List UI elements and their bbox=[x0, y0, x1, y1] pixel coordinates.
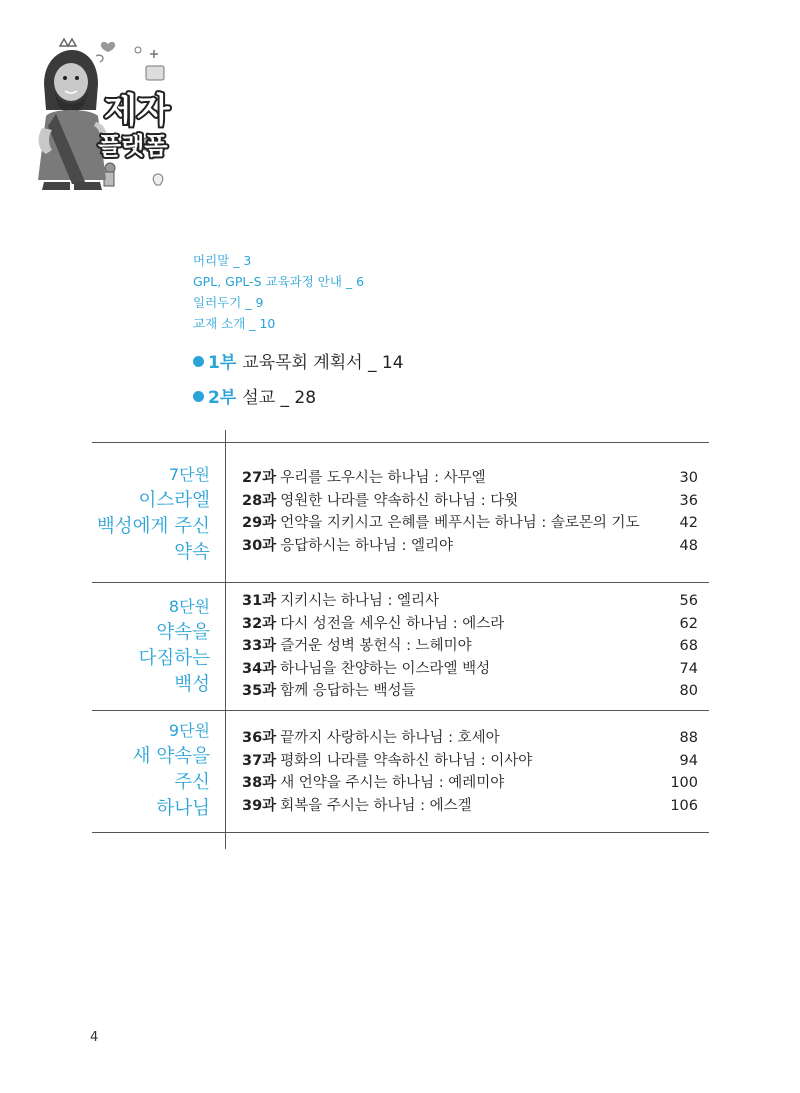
part-number: 2부 bbox=[208, 388, 237, 408]
unit-title bbox=[139, 594, 210, 698]
bullet-dot-icon bbox=[193, 356, 204, 367]
lesson-title: 우리를 도우시는 하나님 : 사무엘 bbox=[280, 470, 486, 486]
logo-text-line1: 제자 bbox=[104, 91, 170, 131]
lesson-item[interactable] bbox=[242, 680, 698, 703]
lesson-page: 42 bbox=[679, 515, 698, 531]
lesson-title: 즐거운 성벽 봉헌식 : 느헤미야 bbox=[280, 638, 472, 654]
lesson-page: 36 bbox=[679, 492, 698, 509]
unit-title-line: 약속 bbox=[174, 542, 210, 563]
lesson-number: 29과 bbox=[242, 515, 277, 531]
brand-logo bbox=[38, 36, 178, 196]
lesson-title: 하나님을 찬양하는 이스라엘 백성 bbox=[280, 660, 491, 677]
table-rule bbox=[92, 582, 709, 583]
lesson-title: 영원한 나라를 약속하신 하나님 : 다윗 bbox=[280, 492, 519, 509]
unit-title-line: 새 약속을 bbox=[132, 746, 210, 767]
lesson-item[interactable] bbox=[242, 490, 698, 513]
lesson-title: 함께 응답하는 백성들 bbox=[280, 683, 416, 699]
lesson-title: 다시 성전을 세우신 하나님 : 에스라 bbox=[280, 615, 505, 632]
lesson-number: 39과 bbox=[242, 797, 277, 814]
part-title: 교육목회 계획서 _ 14 bbox=[242, 353, 404, 373]
lesson-item[interactable] bbox=[242, 467, 698, 490]
page-number: 4 bbox=[90, 1030, 99, 1045]
lesson-number: 38과 bbox=[242, 775, 277, 791]
front-matter-item[interactable]: 머리말 _ 3 bbox=[193, 253, 252, 268]
front-matter-item[interactable]: 일러두기 _ 9 bbox=[193, 295, 264, 310]
lesson-page: 68 bbox=[679, 638, 698, 654]
table-rule bbox=[92, 442, 709, 443]
lesson-number: 28과 bbox=[242, 492, 277, 509]
lesson-list bbox=[242, 467, 698, 557]
lesson-page: 80 bbox=[679, 683, 698, 699]
lesson-title: 평화의 나라를 약속하신 하나님 : 이사야 bbox=[280, 752, 533, 769]
unit-title-line: 다짐하는 bbox=[138, 648, 210, 669]
unit-title bbox=[133, 718, 210, 822]
lesson-page: 106 bbox=[670, 797, 698, 814]
lesson-title: 언약을 지키시고 은혜를 베푸시는 하나님 : 솔로몬의 기도 bbox=[280, 515, 640, 531]
unit-number: 7단원 bbox=[168, 465, 210, 484]
lesson-item[interactable] bbox=[242, 590, 698, 613]
column-divider bbox=[225, 430, 226, 442]
lesson-item[interactable] bbox=[242, 658, 698, 681]
unit-title-line: 백성 bbox=[174, 674, 210, 695]
bullet-dot-icon bbox=[193, 391, 204, 402]
unit-title-line: 백성에게 주신 bbox=[96, 516, 210, 537]
unit-title-line: 이스라엘 bbox=[138, 490, 210, 511]
table-rule bbox=[92, 832, 709, 833]
lesson-number: 30과 bbox=[242, 537, 277, 554]
lesson-page: 74 bbox=[679, 660, 698, 677]
lesson-page: 62 bbox=[679, 615, 698, 632]
front-matter-item[interactable]: 교재 소개 _ 10 bbox=[193, 316, 276, 331]
lesson-title: 회복을 주시는 하나님 : 에스겔 bbox=[280, 797, 472, 814]
unit-title-line: 하나님 bbox=[156, 798, 210, 819]
lesson-page: 100 bbox=[670, 775, 698, 791]
part-number: 1부 bbox=[208, 353, 237, 373]
unit-title-line: 약속을 bbox=[156, 622, 210, 643]
lesson-page: 56 bbox=[679, 593, 698, 609]
lesson-page: 88 bbox=[679, 730, 698, 746]
lesson-title: 끝까지 사랑하시는 하나님 : 호세아 bbox=[280, 730, 500, 746]
lesson-item[interactable] bbox=[242, 727, 698, 750]
lesson-title: 새 언약을 주시는 하나님 : 예레미야 bbox=[280, 775, 505, 791]
unit-number: 9단원 bbox=[168, 721, 210, 740]
lesson-page: 94 bbox=[679, 752, 698, 769]
front-matter-item[interactable]: GPL, GPL-S 교육과정 안내 _ 6 bbox=[193, 274, 365, 289]
lesson-title: 지키시는 하나님 : 엘리사 bbox=[280, 593, 439, 609]
lesson-number: 27과 bbox=[242, 470, 277, 486]
part-heading[interactable] bbox=[193, 348, 404, 373]
unit-number: 8단원 bbox=[168, 597, 210, 616]
lesson-number: 33과 bbox=[242, 638, 277, 654]
lesson-number: 34과 bbox=[242, 660, 277, 677]
unit-title bbox=[97, 462, 210, 566]
lesson-number: 32과 bbox=[242, 615, 277, 632]
lesson-page: 30 bbox=[679, 470, 698, 486]
table-rule bbox=[92, 710, 709, 711]
lesson-page: 48 bbox=[679, 537, 698, 554]
lesson-number: 35과 bbox=[242, 683, 277, 699]
lesson-item[interactable] bbox=[242, 635, 698, 658]
front-matter-list bbox=[193, 250, 364, 334]
lesson-number: 36과 bbox=[242, 730, 277, 746]
lesson-item[interactable] bbox=[242, 613, 698, 636]
lesson-list bbox=[242, 727, 698, 817]
part-heading[interactable] bbox=[193, 383, 316, 408]
lesson-item[interactable] bbox=[242, 535, 698, 558]
lesson-item[interactable] bbox=[242, 772, 698, 795]
lesson-number: 31과 bbox=[242, 593, 277, 609]
lesson-item[interactable] bbox=[242, 512, 698, 535]
disciple-figure-illustration bbox=[38, 36, 178, 196]
column-divider bbox=[225, 442, 226, 849]
unit-title-line: 주신 bbox=[174, 772, 210, 793]
logo-text-line2: 플랫폼 bbox=[98, 132, 168, 160]
lesson-item[interactable] bbox=[242, 795, 698, 818]
lesson-number: 37과 bbox=[242, 752, 277, 769]
lesson-item[interactable] bbox=[242, 750, 698, 773]
lesson-list bbox=[242, 590, 698, 703]
part-title: 설교 _ 28 bbox=[242, 388, 317, 408]
lesson-title: 응답하시는 하나님 : 엘리야 bbox=[280, 537, 453, 554]
